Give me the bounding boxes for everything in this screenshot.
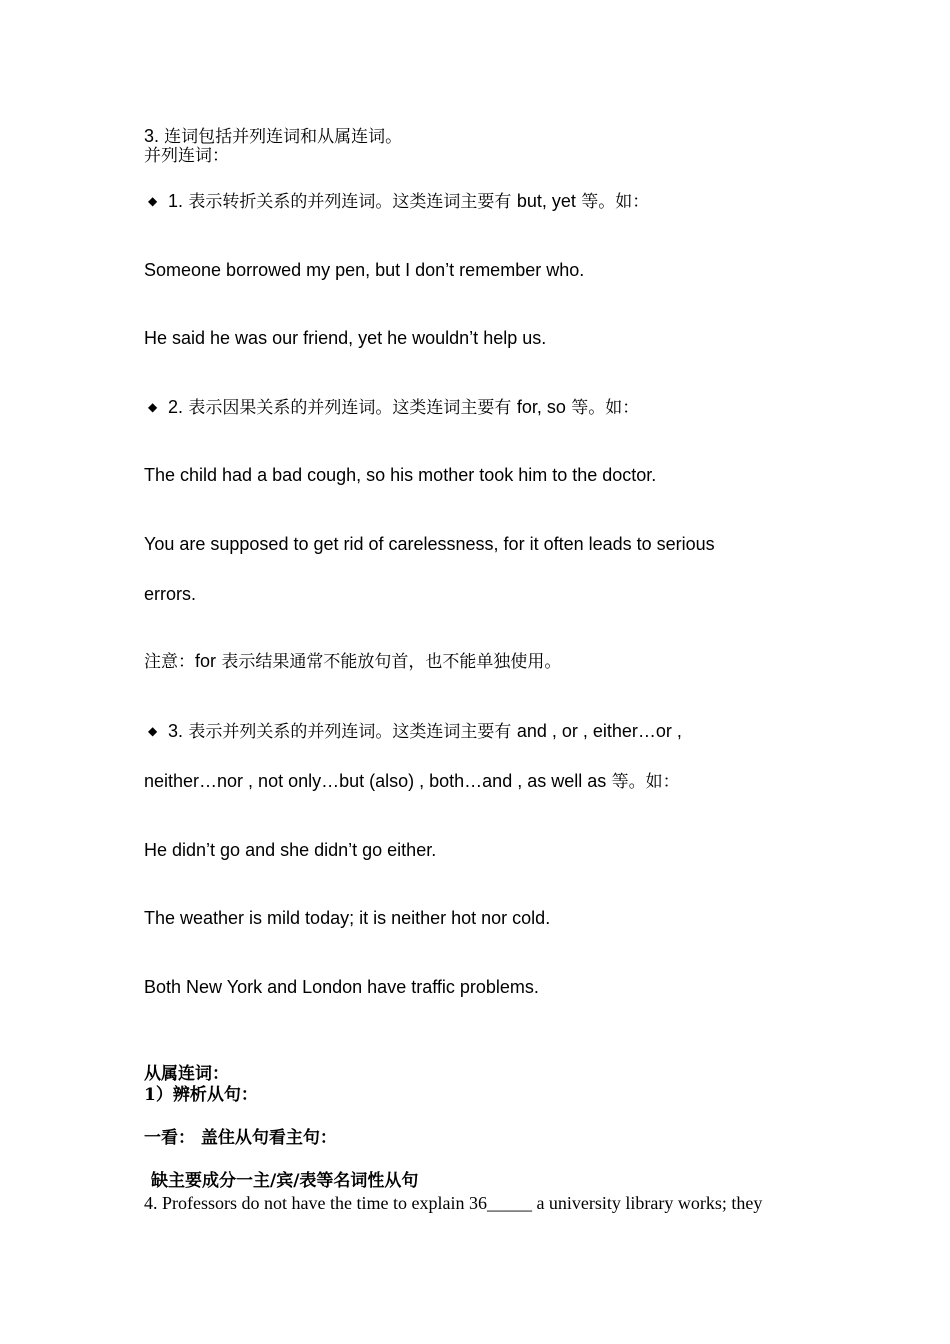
item-suffix: 等。如： (611, 772, 680, 792)
note-line (144, 652, 561, 671)
diamond-bullet-icon: ◆ (148, 194, 158, 208)
coordinating-label: 并列连词： (144, 146, 229, 166)
heading-number: 3. (144, 126, 160, 146)
example-sentence: You are supposed to get rid of carelessness, for it often leads to serious (144, 534, 715, 554)
example-sentence: Both New York and London have traffic problems. (144, 977, 539, 997)
example-sentence: Someone borrowed my pen, but I don’t remember who. (144, 260, 585, 280)
item-suffix: 等。如： (571, 398, 640, 418)
note-keyword: for (195, 651, 217, 671)
note-label: 注意： (144, 652, 195, 672)
item-text: 表示转折关系的并列连词。这类连词主要有 (188, 192, 512, 212)
item-text: 表示并列关系的并列连词。这类连词主要有 (188, 722, 512, 742)
item-suffix: 等。如： (581, 192, 650, 212)
example-sentence: The child had a bad cough, so his mother took him to the doctor. (144, 465, 657, 485)
diamond-bullet-icon: ◆ (148, 400, 158, 414)
bullet-item-1 (144, 192, 649, 211)
item-number: 3. (168, 721, 184, 741)
example-sentence: The weather is mild today; it is neither hot nor cold. (144, 908, 551, 928)
noun-clause-heading: 缺主要成分一主/宾/表等名词性从句 (151, 1171, 419, 1191)
exercise-question: 4. Professors do not have the time to explain 36_____ a university library works; they (144, 1193, 763, 1213)
item-number: 2. (168, 397, 184, 417)
item-keywords: and , or , either…or , (516, 721, 682, 741)
diamond-bullet-icon: ◆ (148, 724, 158, 738)
bullet-item-3 (144, 722, 682, 741)
item-number: 1. (168, 191, 184, 211)
section-heading (144, 127, 402, 146)
analyze-clause-heading: 1）辨析从句： (144, 1085, 258, 1105)
bullet-item-3-continued (144, 772, 680, 791)
item-keywords: neither…nor , not only…but (also) , both…and , as well as (144, 771, 607, 791)
example-sentence-continued: errors. (144, 584, 197, 604)
item-keywords: for, so (516, 397, 566, 417)
note-text: 表示结果通常不能放句首，也不能单独使用。 (221, 652, 562, 672)
heading-text: 连词包括并列连词和从属连词。 (164, 127, 403, 147)
item-text: 表示因果关系的并列连词。这类连词主要有 (188, 398, 512, 418)
subordinating-label: 从属连词： (144, 1064, 229, 1084)
example-sentence: He didn’t go and she didn’t go either. (144, 840, 437, 860)
example-sentence: He said he was our friend, yet he wouldn’t help us. (144, 328, 547, 348)
first-look-heading: 一看： 盖住从句看主句： (144, 1128, 337, 1148)
bullet-item-2 (144, 398, 639, 417)
item-keywords: but, yet (516, 191, 576, 211)
